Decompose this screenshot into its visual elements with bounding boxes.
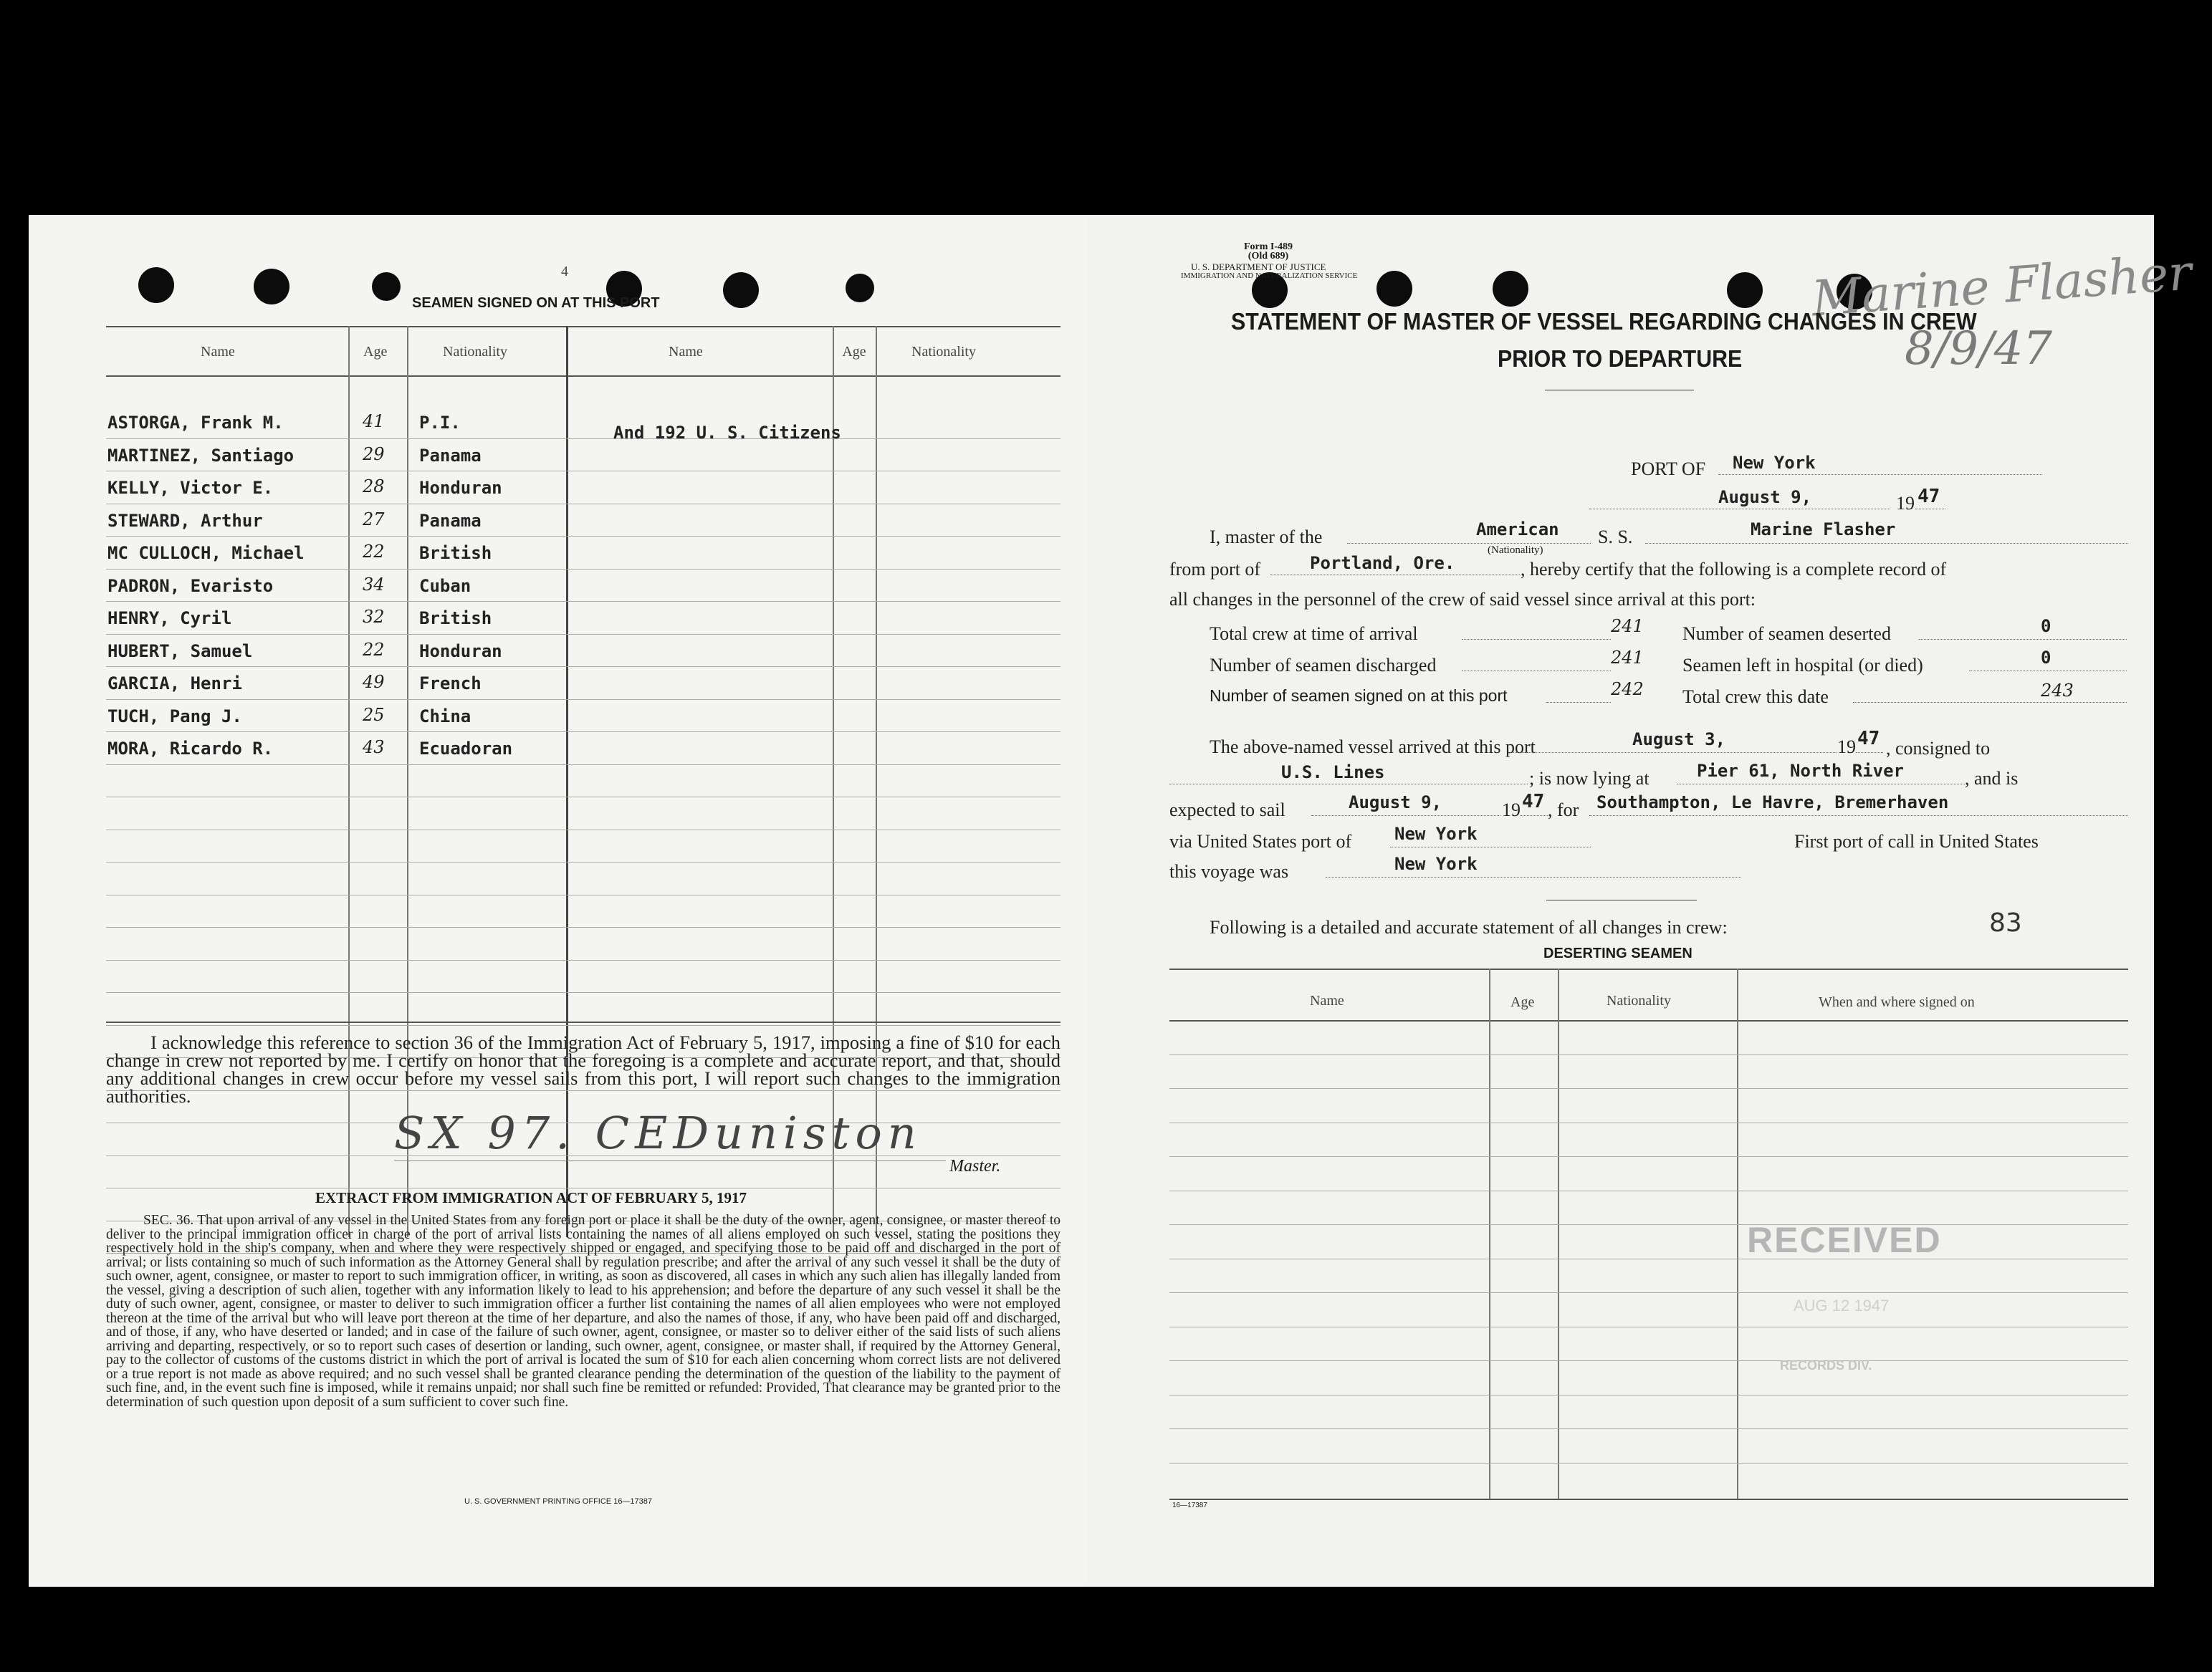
table-row-nationality: P.I. xyxy=(419,413,461,433)
footer-code: 16—17387 xyxy=(1172,1502,1207,1509)
stamp-records-div: RECORDS DIV. xyxy=(1780,1358,1872,1373)
table-row-nationality: China xyxy=(419,706,471,726)
nationality-value: American xyxy=(1476,519,1559,539)
nationality-caption: (Nationality) xyxy=(1488,544,1543,556)
stat-deserted: 0 xyxy=(2041,616,2051,636)
table-row-age: 29 xyxy=(363,444,385,464)
destination-value: Southampton, Le Havre, Bremerhaven xyxy=(1596,792,1949,812)
punch-hole-icon xyxy=(138,267,174,303)
received-stamp: RECEIVED xyxy=(1747,1220,1942,1260)
certify-text: , hereby certify that the following is a complete record of xyxy=(1521,559,1947,580)
page-number: 4 xyxy=(561,264,568,279)
table-row xyxy=(1169,1428,2128,1429)
this-voyage-label: this voyage was xyxy=(1169,861,1289,882)
table-row-name: MORA, Ricardo R. xyxy=(107,739,274,759)
consigned-label: , consigned to xyxy=(1886,738,1991,759)
table-row-nationality: Panama xyxy=(419,511,482,531)
stat-label-deserted: Number of seamen deserted xyxy=(1682,623,1891,644)
master-of-label: I, master of the xyxy=(1210,527,1323,547)
table-row-age: 49 xyxy=(363,672,385,692)
punch-hole-icon xyxy=(1727,272,1763,308)
table-row-name: GARCIA, Henri xyxy=(107,673,242,693)
col-header-name: Name xyxy=(201,344,235,360)
table-row-name: PADRON, Evaristo xyxy=(107,576,274,596)
table-row-name: HUBERT, Samuel xyxy=(107,641,253,661)
table-row-nationality: British xyxy=(419,608,492,628)
table-row-nationality: Panama xyxy=(419,446,482,466)
all-changes-text: all changes in the personnel of the crew of said vessel since arrival at this port: xyxy=(1169,589,1756,610)
consignee-value: U.S. Lines xyxy=(1281,762,1385,782)
arrived-year: 47 xyxy=(1857,728,1880,749)
expected-label: expected to sail xyxy=(1169,799,1285,820)
extract-text: SEC. 36. That upon arrival of any vessel in the United States from any foreign port or place it shall be the duty of the owner, agent, consignee, or master thereof to deliver to the principal immigration officer in charge of the port of arrival lists containing the names of all aliens employed on such vessel, stating the positions they respectively hold in the ship's company, when and where they were respectively shipped or engaged, and specifying those to be paid off and discharged in the port of arrival; or lists containing so much of such information as the Attorney General shall by regulation prescribe; and after the arrival of any such vessel it shall be the duty of such owner, agent, consignee, or master to report to such immigration officer, in writing, as soon as discovered, all cases in which any such alien has illegally landed from the vessel, giving a description of such alien, together with any information likely to lead to his apprehension; and before the departure of any such vessel it shall be the duty of such owner, agent, consignee, or master to deliver to such immigration officer a further list containing the names of all alien employees who were not employed thereon at the time of the arrival but who will leave port thereon at the time of her departure, and also the names of those, if any, who have been paid off and discharged, and of those, if any, who have deserted or landed; and in case of the failure of such owner, agent, consignee, or master so to deliver either of the said lists of such aliens arriving and departing, respectively, or so to report such cases of desertion or landing, such owner, agent, consignee, or master shall, if required by the Attorney General, pay to the collector of customs of the customs district in which the port of arrival is located the sum of $10 for each alien concerning whom correct lists are not delivered or a true report is not made as above required; and no such vessel shall be granted clearance pending the determination of the question of the liability to the payment of such fine, and, in the event such fine is imposed, while it remains unpaid; nor shall such fine be remitted or refunded: Provided, That clearance may be granted prior to the determination of such question upon deposit of a sum sufficient to cover such fine. xyxy=(106,1213,1060,1410)
punch-hole-icon xyxy=(723,272,759,308)
desert-col-nationality: Nationality xyxy=(1607,993,1671,1009)
col-header-nationality-2: Nationality xyxy=(911,344,976,360)
first-port-label: First port of call in United States xyxy=(1794,831,2039,852)
table-row-nationality: Honduran xyxy=(419,641,502,661)
stat-label-total-arrival: Total crew at time of arrival xyxy=(1210,623,1418,644)
lying-at-value: Pier 61, North River xyxy=(1697,761,1904,781)
table-row xyxy=(1169,1360,2128,1361)
via-port-value: New York xyxy=(1394,824,1478,844)
stamp-date: AUG 12 1947 xyxy=(1794,1297,1890,1315)
table-row-name: MARTINEZ, Santiago xyxy=(107,446,295,466)
master-signature: SX 97. CEDuniston xyxy=(394,1107,922,1159)
table-row-age: 27 xyxy=(363,509,385,529)
date-year-prefix: 19 xyxy=(1896,493,1915,514)
table-row-name: HENRY, Cyril xyxy=(107,608,232,628)
col-header-age: Age xyxy=(363,344,388,360)
ss-label: S. S. xyxy=(1598,527,1633,547)
stat-discharged: 241 xyxy=(1611,648,1644,668)
table-row xyxy=(1169,1292,2128,1293)
following-text: Following is a detailed and accurate statement of all changes in crew: xyxy=(1210,917,1728,938)
sail-year: 47 xyxy=(1522,791,1545,812)
citizens-note: And 192 U. S. Citizens xyxy=(613,423,841,443)
col-header-age-2: Age xyxy=(842,344,866,360)
department: U. S. DEPARTMENT OF JUSTICE IMMIGRATION AND NATURALIZATION SERVICE xyxy=(1181,261,1358,280)
table-row-age: 43 xyxy=(363,737,385,757)
desert-col-age: Age xyxy=(1510,994,1535,1010)
deserting-title: DESERTING SEAMEN xyxy=(1543,946,1692,961)
acknowledgment-text: I acknowledge this reference to section 36 of the Immigration Act of February 5, 1917, imposing a fine of $10 for each change in crew not reported by me. I certify on honor that the foregoing is a complete and accurate report, and that, should any additional changes in crew occur before my vessel sails from this port, I will report such changes to the immigration authorities. xyxy=(106,1032,1060,1107)
from-port-label: from port of xyxy=(1169,559,1261,580)
lying-at-label: ; is now lying at xyxy=(1529,768,1650,789)
stat-signed-on: 242 xyxy=(1611,679,1644,699)
punch-hole-icon xyxy=(372,272,401,301)
table-row-name: STEWARD, Arthur xyxy=(107,511,263,531)
table-row-nationality: Cuban xyxy=(419,576,471,596)
table-row-age: 34 xyxy=(363,575,385,595)
page-mark: 83 xyxy=(1989,908,2022,938)
stat-label-total-date: Total crew this date xyxy=(1682,686,1829,707)
table-row-name: MC CULLOCH, Michael xyxy=(107,543,305,563)
section-title: SEAMEN SIGNED ON AT THIS PORT xyxy=(412,295,660,311)
handwritten-date: 8/9/47 xyxy=(1905,322,2052,375)
printing-office: U. S. GOVERNMENT PRINTING OFFICE 16—17387 xyxy=(464,1497,653,1506)
table-row xyxy=(1169,1156,2128,1157)
table-row xyxy=(1169,1088,2128,1089)
date-value: August 9, xyxy=(1718,487,1812,507)
table-row-age: 32 xyxy=(363,607,385,627)
table-row xyxy=(1169,1224,2128,1225)
table-row-age: 28 xyxy=(363,476,385,496)
right-page: Form I-489 (Old 689) U. S. DEPARTMENT OF JUSTICE IMMIGRATION AND NATURALIZATION SERVICE Marine Flasher 8/9/47 STATEMENT OF MASTER OF VESSEL REGARDING CHANGES IN CREW PRIOR TO DEPARTURE PORT OF New York August 9, 19 47 I, master of the American (Nationality) S. S. Marine Flasher from port of Portland, Ore. , hereby certify that the following is a complete record of all changes in the personnel of the crew of said vessel since arrival at this port: Total crew at time of arrival 241 Number of seamen discharged 241 Number of seamen signed on at this port 242 Number of seamen deserted 0 Seamen left in hospital (or died) 0 Total crew this date 243 The above-named vessel arrived at this port August 3, 19 47 , consigned to U.S. Lines ; is now lying at Pier 61, North River , and is expected to sail August 9, 19 47 , for Southampton, Le Havre, Bremerhaven via United States port of New York First port of call in United States this voyage was New York Following is a detailed and accurate statement of all changes in crew: 83 DESERTING SEAMEN Name Age Nationality When and where signed on RECEIVED AUG 12 1947 RECORDS DIV. 16—17387 xyxy=(1088,215,2154,1587)
table-row xyxy=(1169,1463,2128,1464)
punch-hole-icon xyxy=(846,274,874,302)
punch-hole-icon xyxy=(1376,271,1412,307)
form-number: Form I-489 (Old 689) xyxy=(1243,241,1293,261)
desert-col-name: Name xyxy=(1310,993,1344,1009)
stat-label-discharged: Number of seamen discharged xyxy=(1210,655,1437,676)
stat-total-arrival: 241 xyxy=(1611,616,1644,636)
port-value: New York xyxy=(1733,453,1816,473)
table-row-nationality: Ecuadoran xyxy=(419,739,513,759)
extract-title: EXTRACT FROM IMMIGRATION ACT OF FEBRUARY 5, 1917 xyxy=(315,1189,747,1206)
stat-label-signed-on: Number of seamen signed on at this port xyxy=(1210,686,1508,705)
via-label: via United States port of xyxy=(1169,831,1352,852)
date-year: 47 xyxy=(1917,486,1940,507)
table-row-name: ASTORGA, Frank M. xyxy=(107,413,284,433)
first-port-value: New York xyxy=(1394,854,1478,874)
punch-hole-icon xyxy=(1493,271,1528,307)
col-header-name-2: Name xyxy=(669,344,703,360)
and-is-label: , and is xyxy=(1965,768,2019,789)
form-title-line2: PRIOR TO DEPARTURE xyxy=(1498,345,1743,372)
vessel-name: Marine Flasher xyxy=(1751,519,1896,539)
table-row-nationality: Honduran xyxy=(419,478,502,498)
handwritten-vessel-note: Marine Flasher xyxy=(1809,244,2194,328)
master-label: Master. xyxy=(949,1157,1001,1176)
col-header-nationality: Nationality xyxy=(443,344,507,360)
table-row xyxy=(1169,1054,2128,1055)
table-row-name: TUCH, Pang J. xyxy=(107,706,242,726)
sail-date: August 9, xyxy=(1349,792,1442,812)
arrived-label: The above-named vessel arrived at this port xyxy=(1210,736,1536,757)
port-label: PORT OF xyxy=(1631,458,1706,479)
table-row-nationality: French xyxy=(419,673,482,693)
table-row-age: 22 xyxy=(363,542,385,562)
table-row-nationality: British xyxy=(419,543,492,563)
table-row-age: 41 xyxy=(363,411,385,431)
from-port-value: Portland, Ore. xyxy=(1310,553,1455,573)
table-row-age: 25 xyxy=(363,705,385,725)
stat-total-date: 243 xyxy=(2041,681,2074,701)
form-title-line1: STATEMENT OF MASTER OF VESSEL REGARDING CHANGES IN CREW xyxy=(1231,308,1977,335)
arrived-date: August 3, xyxy=(1632,729,1726,749)
desert-col-when-where: When and where signed on xyxy=(1819,994,1975,1010)
stat-label-hospital: Seamen left in hospital (or died) xyxy=(1682,655,1923,676)
table-row-age: 22 xyxy=(363,640,385,660)
stat-hospital: 0 xyxy=(2041,648,2051,668)
for-label: , for xyxy=(1548,799,1579,820)
punch-hole-icon xyxy=(254,269,289,304)
table-row-name: KELLY, Victor E. xyxy=(107,478,274,498)
left-page xyxy=(29,215,1099,1587)
